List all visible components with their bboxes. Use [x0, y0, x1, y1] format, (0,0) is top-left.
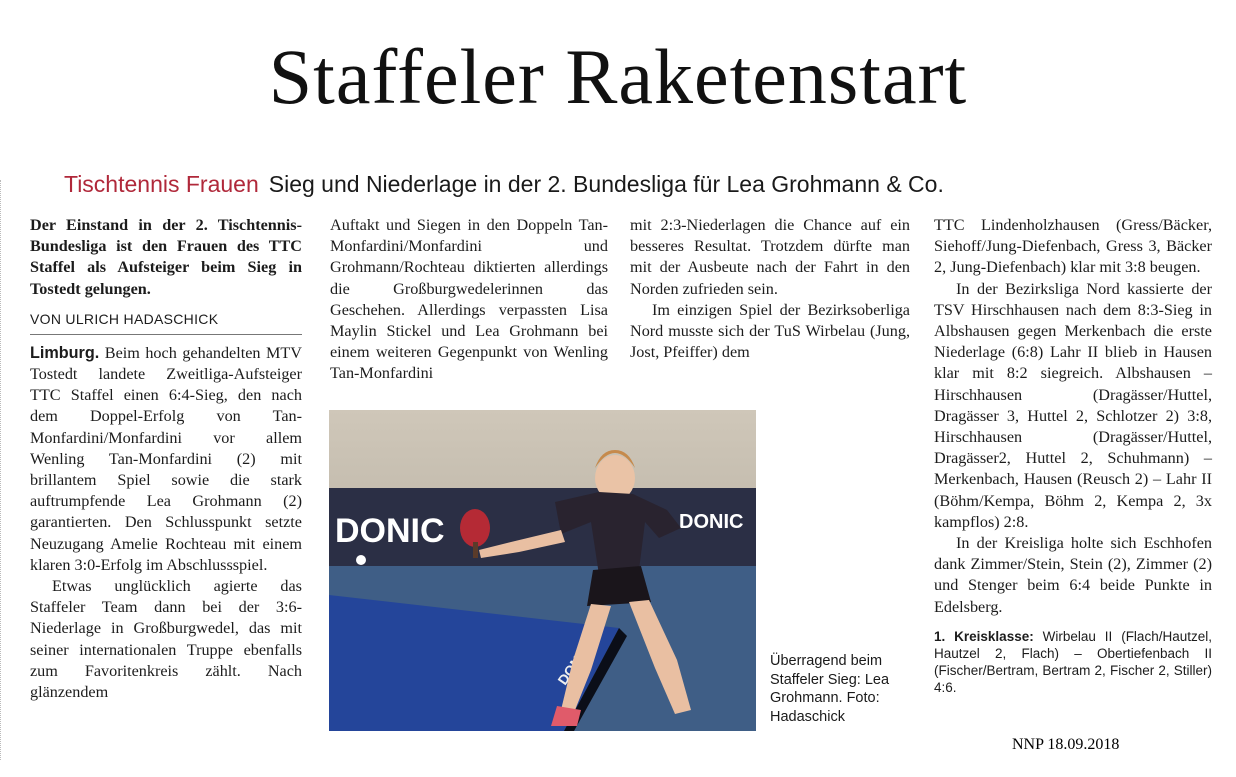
- table-tennis-player-image: [329, 410, 756, 731]
- article-paragraph-3-end: [934, 215, 1212, 279]
- article-headline: Staffeler Raketenstart: [268, 33, 968, 120]
- article-paragraph-5: In der Kreisliga holte sich Eschhofen dank Zimmer/Stein, Stein (2), Zimmer (2) und Stenger beim 6:4 beide Punkte in Edelsberg.: [934, 534, 1212, 616]
- article-column-3: [630, 215, 910, 363]
- publication-source-date: NNP 18.09.2018: [1012, 736, 1120, 753]
- article-paragraph-1: [30, 343, 302, 576]
- article-paragraph-2-end: [630, 215, 910, 300]
- article-lead: Der Einstand in der 2. Tischtennis-Bundesliga ist den Frauen des TTC Staffel als Aufsteiger beim Sieg in Tostedt gelungen.: [30, 216, 302, 298]
- paragraph-3-text-part-1: Im einzigen Spiel der Bezirksoberliga Nord musste sich der TuS Wirbelau (Jung, Jost, Pfeiffer) dem: [630, 300, 910, 362]
- article-column-4: [934, 215, 1212, 696]
- paragraph-3-text-part-2: TTC Lindenholzhausen (Gress/Bäcker, Siehoff/Jung-Diefenbach, Gress 3, Bäcker 2, Jung-Diefenbach) klar mit 3:8 beugen.: [934, 216, 1212, 277]
- article-paragraph-2-start: [30, 576, 302, 703]
- photo-caption: Überragend beim Staffeler Sieg: Lea Grohmann. Foto: Hadaschick: [770, 653, 890, 725]
- article-photo: [329, 410, 756, 731]
- paragraph-2-text-part-3: mit 2:3-Niederlagen die Chance auf ein besseres Resultat. Trotzdem dürfte man mit der Ausbeute nach der Fahrt in den Norden zufrieden sein.: [630, 216, 910, 298]
- article-byline: VON ULRICH HADASCHICK: [30, 310, 302, 335]
- result-label: 1. Kreisklasse:: [934, 628, 1034, 644]
- section-kicker: Tischtennis Frauen: [64, 171, 259, 197]
- article-column-1: [30, 215, 302, 703]
- banner-logo-right: DONIC: [679, 511, 744, 533]
- article-deck: Sieg und Niederlage in der 2. Bundesliga für Lea Grohmann & Co.: [268, 171, 944, 197]
- article-paragraph-2-continued: [330, 215, 608, 385]
- result-text: Wirbelau II (Flach/Hautzel, Hautzel 2, Flach) – Obertiefenbach II (Fischer/Bertram, Bertram 2, Fischer 2, Stiller) 4:6.: [934, 628, 1212, 695]
- article-subheadline: [64, 170, 944, 198]
- paragraph-1-text: Beim hoch gehandelten MTV Tostedt landete Zweitliga-Aufsteiger TTC Staffel einen 6:4-Sieg, den nach dem Doppel-Erfolg von Tan-Monfardini/Monfardini vor allem Wenling Tan-Monfardini (2) mit brillantem Spiel sowie die stark auftrumpfende Lea Grohmann (2) garantierten. Den Schlusspunkt setzte Neuzugang Amelie Rochteau mit einem klaren 3:0-Erfolg im Abschlussspiel.: [30, 343, 302, 574]
- result-box: [934, 628, 1212, 696]
- paragraph-2-text-part-1: Etwas unglücklich agierte das Staffeler Team dann bei der 3:6-Niederlage in Großburgwedel, das mit seiner internationalen Truppe ebenfalls zum Favoritenkreis zählt. Nach glänzendem: [30, 577, 302, 702]
- article-dateline: Limburg.: [30, 343, 100, 362]
- article-paragraph-3-start: [630, 300, 910, 364]
- article-paragraph-4: In der Bezirksliga Nord kassierte der TSV Hirschhausen nach dem 8:3-Sieg in Albshausen gegen Merkenbach die erste Niederlage (6:8) Lahr II blieb in Hausen klar mit 8:2 siegreich. Albshausen – Hirschhausen (Dragässer/Huttel, Dragässer 3, Huttel 2, Schlotzer 2) 3:8, Hirschhausen (Dragässer/Huttel, Dragässer2, Huttel 2, Schuhmann) – Merkenbach, Hausen (Reusch 2) – Lahr II (Böhm/Kempa, Böhm 2, Kempa 2, 3x kampflos) 2:8.: [934, 279, 1212, 531]
- page-fold-edge: [0, 180, 2, 760]
- paragraph-2-text-part-2: Auftakt und Siegen in den Doppeln Tan-Monfardini/Monfardini und Grohmann/Rochteau diktierten allerdings die Großburgwedelerinnen das Geschehen. Allerdings verpassten Lisa Maylin Stickel und Lea Grohmann bei einem weiteren Gegenpunkt von Wenling Tan-Monfardini: [330, 216, 608, 383]
- banner-logo-left: DONIC: [335, 512, 445, 550]
- article-column-2: [330, 215, 608, 385]
